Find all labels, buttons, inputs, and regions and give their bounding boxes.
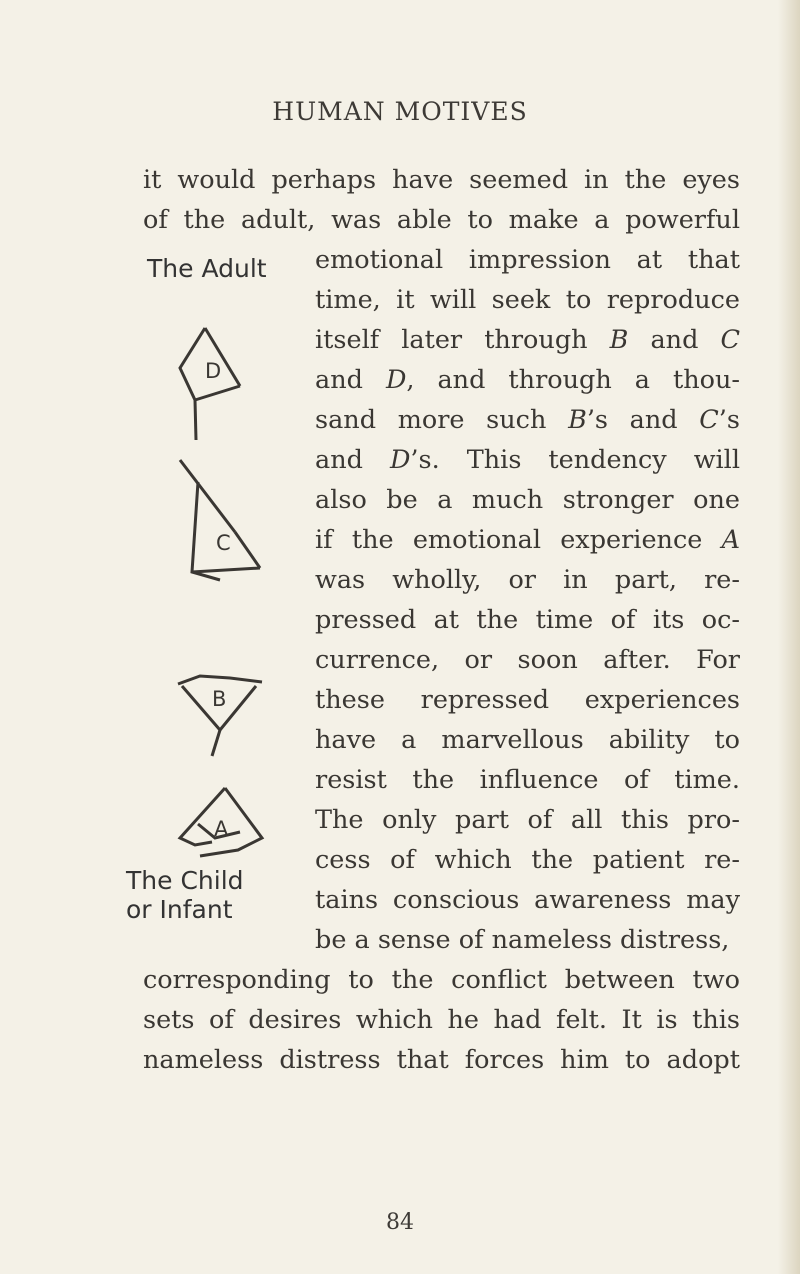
text-line-3: emotional impression at that xyxy=(315,245,740,275)
diagram-label-child: The Child or Infant xyxy=(126,866,244,924)
text-line-23: nameless distress that forces him to adopt xyxy=(143,1045,740,1075)
text-line-9: also be a much stronger one xyxy=(315,485,740,515)
text-line-10: if the emotional experience A xyxy=(315,525,740,555)
stage-d-letter: D xyxy=(205,359,222,383)
text-line-5: itself later through B and C xyxy=(315,325,740,355)
development-diagram xyxy=(140,310,310,870)
text-line-13: currence, or soon after. For xyxy=(315,645,740,675)
page-number: 84 xyxy=(386,1210,414,1235)
text-line-2: of the adult, was able to make a powerful xyxy=(143,205,740,235)
text-line-12: pressed at the time of its oc- xyxy=(315,605,740,635)
text-line-15: have a marvellous ability to xyxy=(315,725,740,755)
stage-c-figure xyxy=(180,460,260,580)
text-line-19: tains conscious awareness may xyxy=(315,885,740,915)
diagram-label-adult: The Adult xyxy=(147,254,267,283)
text-line-1: it would perhaps have seemed in the eyes xyxy=(143,165,740,195)
text-line-8: and D’s. This tendency will xyxy=(315,445,740,475)
text-line-17: The only part of all this pro- xyxy=(315,805,740,835)
text-line-16: resist the influence of time. xyxy=(315,765,740,795)
text-line-4: time, it will seek to reproduce xyxy=(315,285,740,315)
stage-d-figure xyxy=(180,328,240,440)
stage-a-letter: A xyxy=(214,817,229,841)
text-line-7: sand more such B’s and C’s xyxy=(315,405,740,435)
text-line-18: cess of which the patient re- xyxy=(315,845,740,875)
text-line-21: corresponding to the conflict between two xyxy=(143,965,740,995)
text-line-14: these repressed experiences xyxy=(315,685,740,715)
page-edge-shadow xyxy=(778,0,800,1274)
running-head: HUMAN MOTIVES xyxy=(272,97,528,126)
stage-c-letter: C xyxy=(216,531,231,555)
text-line-20: be a sense of nameless distress, xyxy=(315,925,730,955)
stage-b-letter: B xyxy=(212,687,227,711)
text-line-6: and D, and through a thou- xyxy=(315,365,741,395)
text-line-11: was wholly, or in part, re- xyxy=(315,565,740,595)
text-line-22: sets of desires which he had felt. It is this xyxy=(143,1005,740,1035)
